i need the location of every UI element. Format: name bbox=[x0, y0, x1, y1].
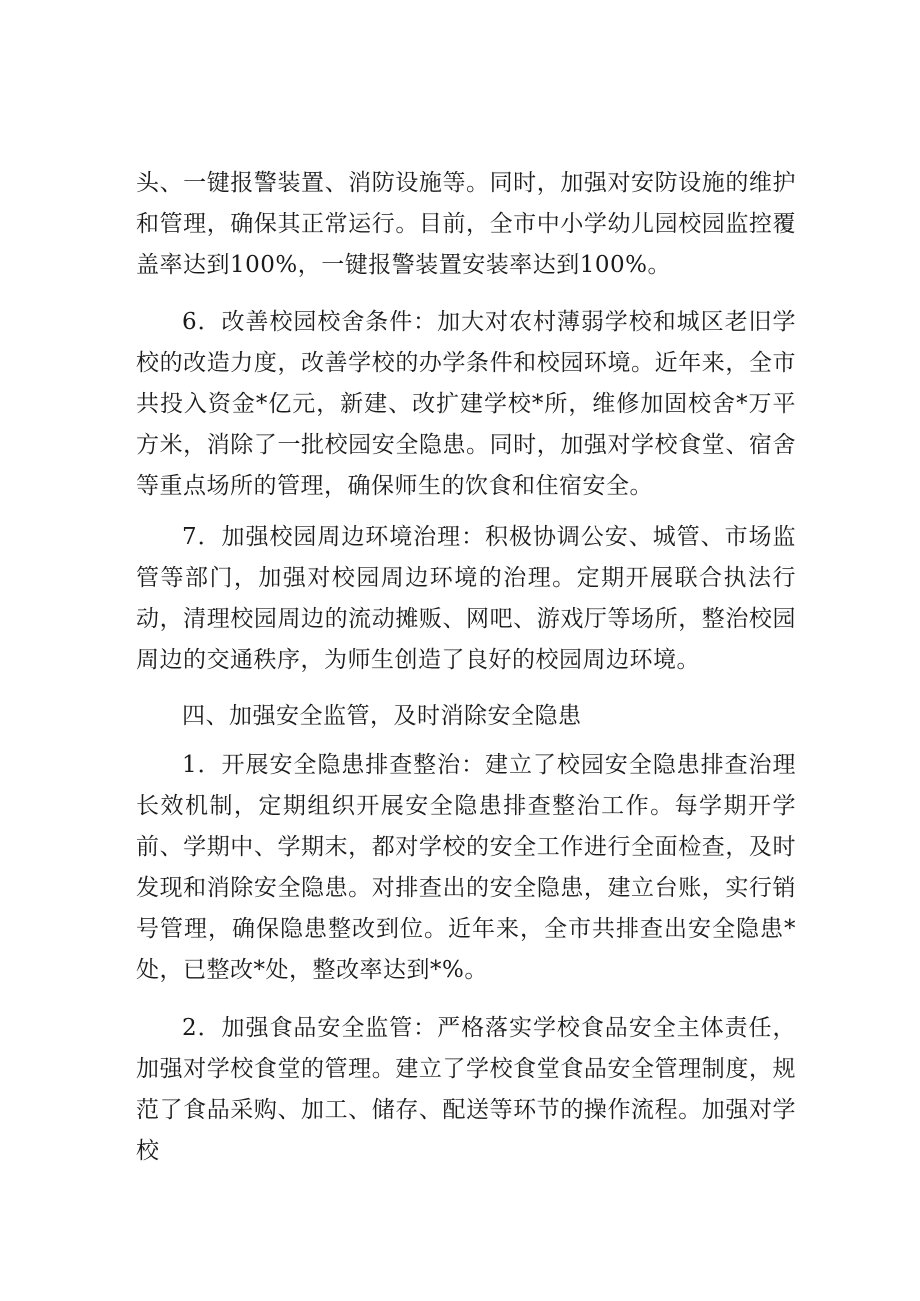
paragraph-item-1-hazard-inspection: 1．开展安全隐患排查整治：建立了校园安全隐患排查治理长效机制，定期组织开展安全隐患排查整治工作。每学期开学前、学期中、学期末，都对学校的安全工作进行全面检查，及时发现和消除安全隐患。对排查出的安全隐患，建立台账，实行销号管理，确保隐患整改到位。近年来，全市共排查出安全隐患*处，已整改*处，整改率达到*%。 bbox=[136, 752, 796, 983]
paragraph-item-7-surrounding-environment: 7．加强校园周边环境治理：积极协调公安、城管、市场监管等部门，加强对校园周边环境的治理。定期开展联合执法行动，清理校园周边的流动摊贩、网吧、游戏厅等场所，整治校园周边的交通秩序，为师生创造了良好的校园周边环境。 bbox=[136, 524, 796, 673]
paragraph-item-6-school-buildings: 6．改善校园校舍条件：加大对农村薄弱学校和城区老旧学校的改造力度，改善学校的办学条件和校园环境。近年来，全市共投入资金*亿元，新建、改扩建学校*所，维修加固校舍*万平方米，消除了一批校园安全隐患。同时，加强对学校食堂、宿舍等重点场所的管理，确保师生的饮食和住宿安全。 bbox=[136, 309, 796, 499]
section-heading-4: 四、加强安全监管，及时消除安全隐患 bbox=[182, 703, 582, 729]
paragraph-item-2-food-safety: 2．加强食品安全监管：严格落实学校食品安全主体责任，加强对学校食堂的管理。建立了学校食堂食品安全管理制度，规范了食品采购、加工、储存、配送等环节的操作流程。加强对学校 bbox=[136, 1015, 796, 1164]
paragraph-security-facilities: 头、一键报警装置、消防设施等。同时，加强对安防设施的维护和管理，确保其正常运行。目前，全市中小学幼儿园校园监控覆盖率达到100%，一键报警装置安装率达到100%。 bbox=[136, 170, 796, 278]
